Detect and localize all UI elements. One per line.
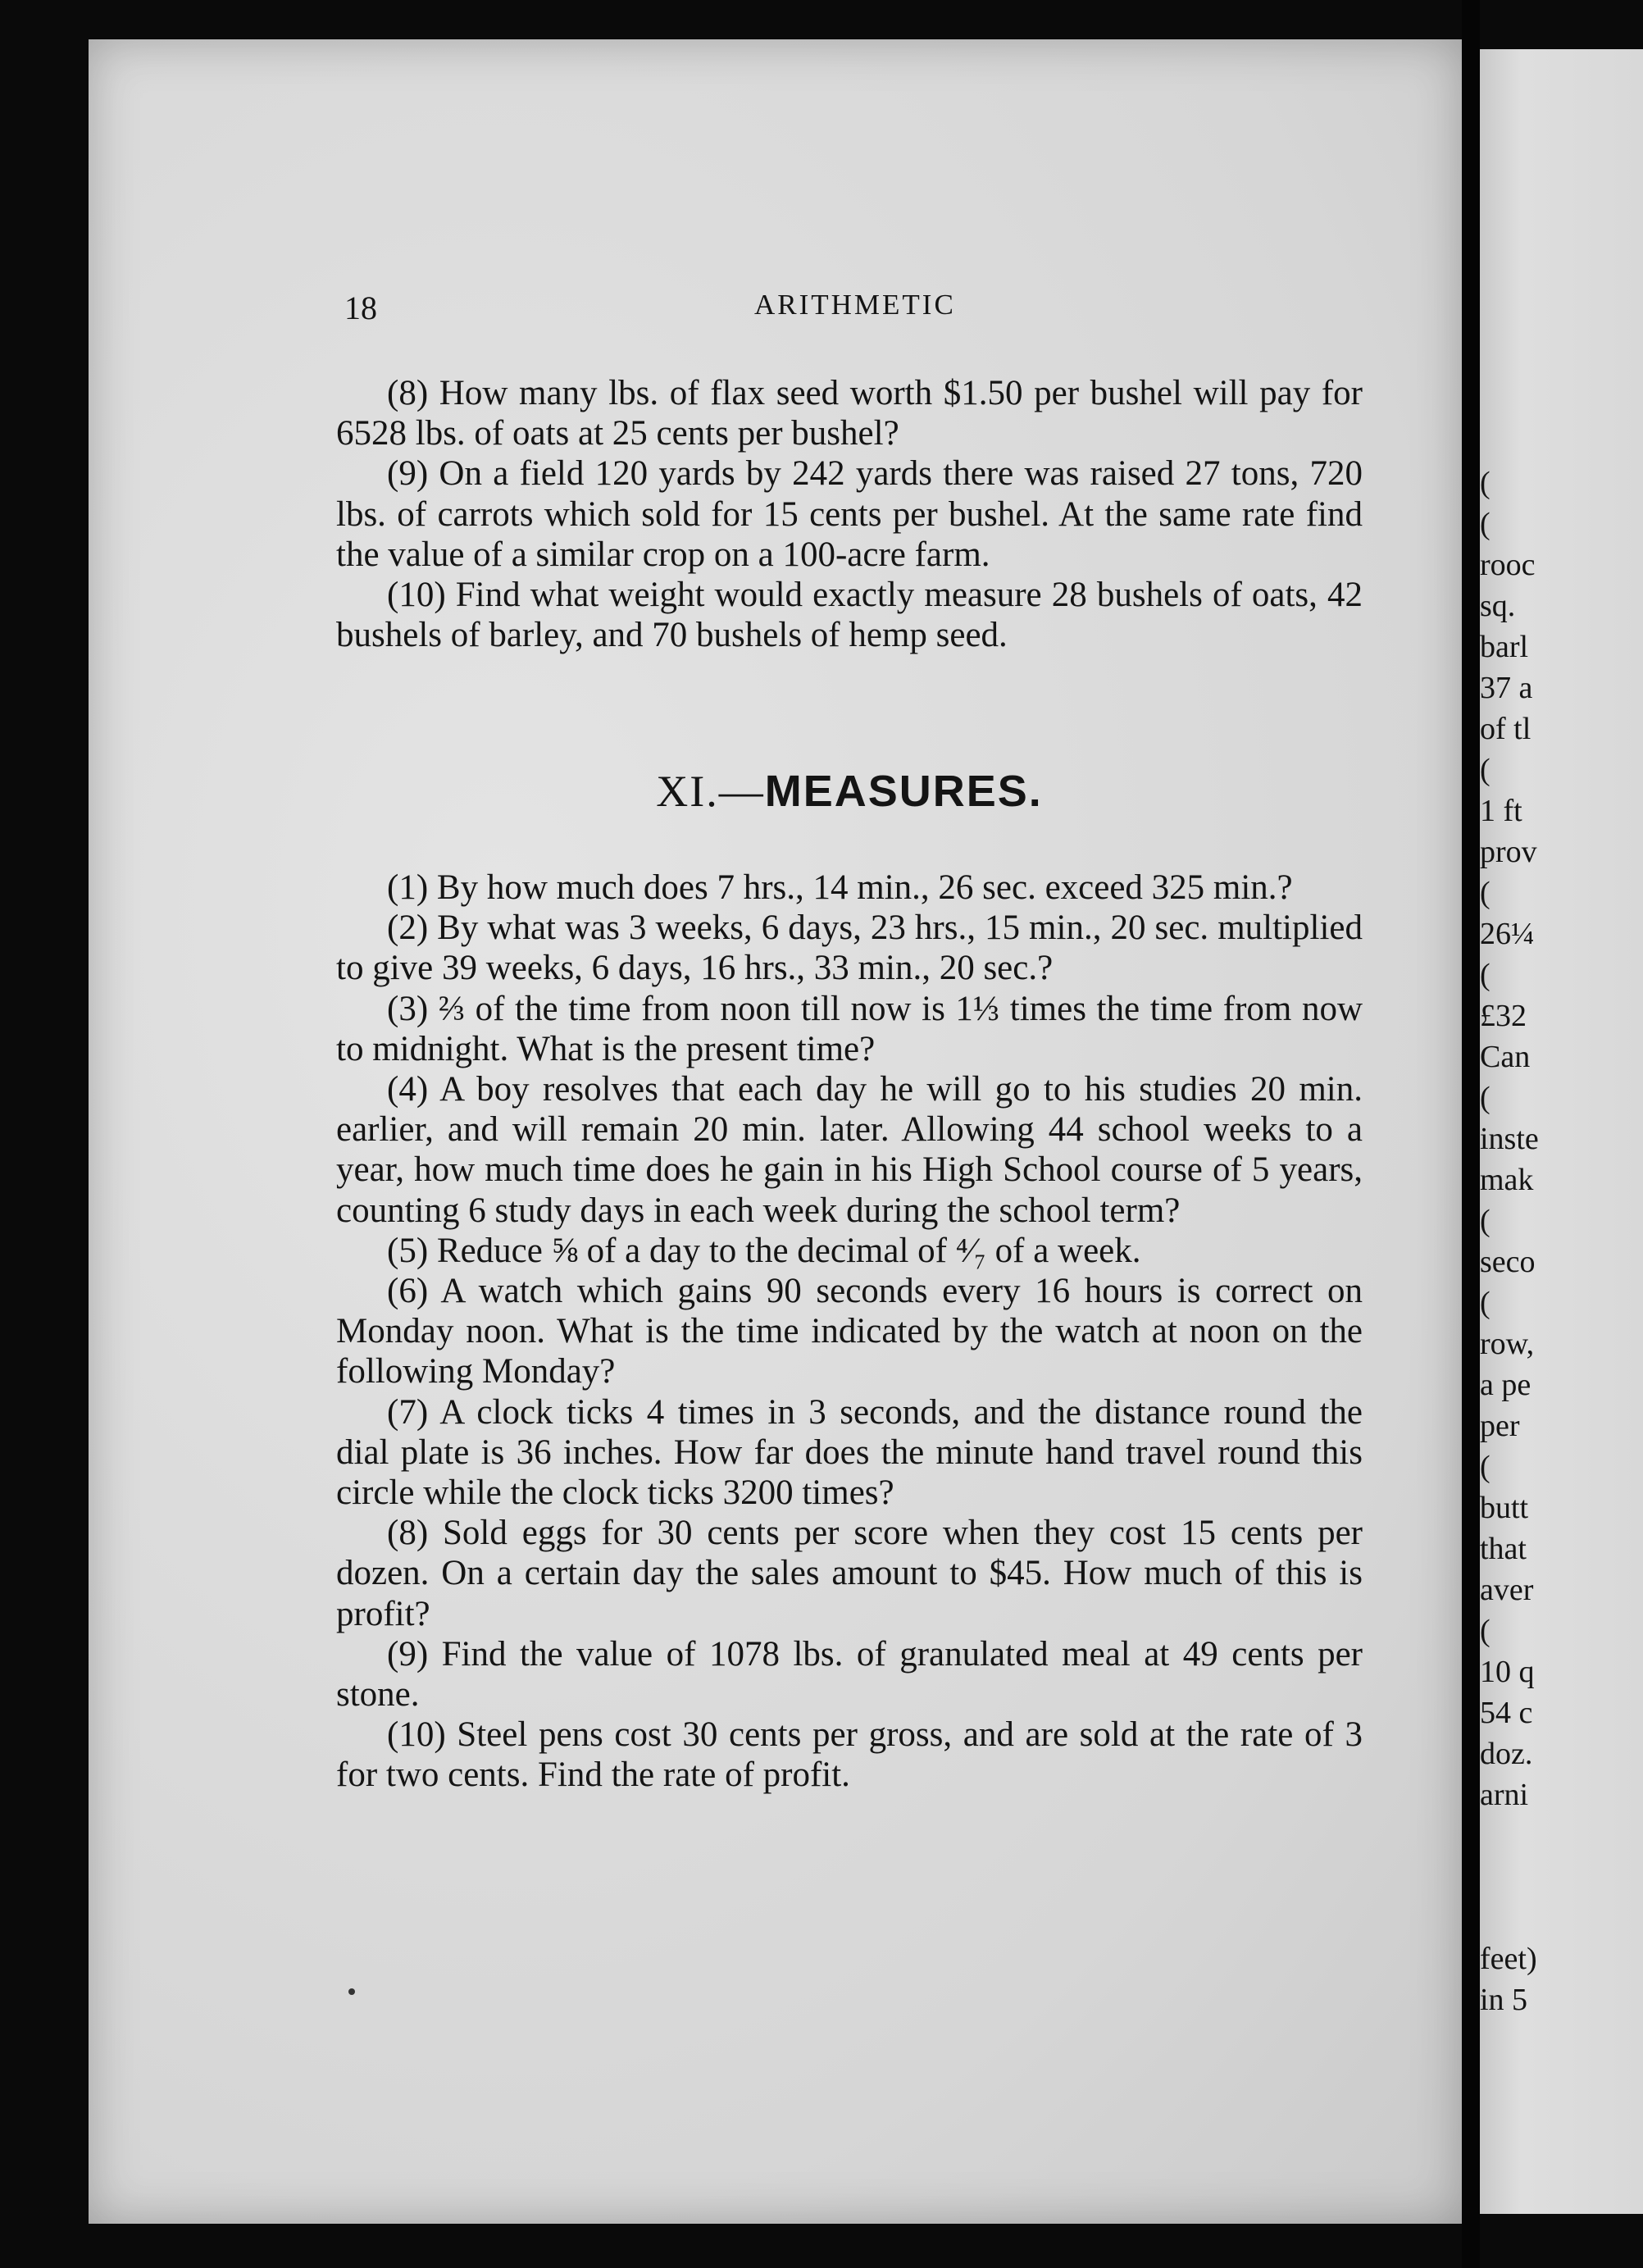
facing-fragment: seco [1480,1245,1536,1279]
problem-10-weights: (10) Find what weight would exactly measure 28 bushels of oats, 42 bushels of barley, and 70 bushels of hemp seed. [336,576,1363,655]
facing-fragment: doz. [1480,1737,1533,1771]
facing-fragment: a pe [1480,1368,1531,1402]
facing-fragment: ( [1480,507,1491,541]
facing-fragment: per [1480,1409,1520,1443]
facing-fragment: ( [1480,1450,1491,1484]
facing-fragment: butt [1480,1491,1529,1525]
top-problem-list [336,373,1363,655]
ink-speck [348,1988,355,1995]
facing-fragment: rooc [1480,548,1536,582]
facing-fragment: barl [1480,630,1529,664]
facing-fragment: 54 c [1480,1696,1533,1730]
facing-fragment: ( [1480,876,1491,910]
facing-fragment: 26¼ [1480,917,1535,951]
measures-problem-10: (10) Steel pens cost 30 cents per gross, and are sold at the rate of 3 for two cents. Find the rate of profit. [336,1715,1363,1795]
facing-fragment: inste [1480,1122,1539,1156]
facing-fragment: 10 q [1480,1655,1535,1689]
measures-problem-6: (6) A watch which gains 90 seconds every 16 hours is correct on Monday noon. What is the time indicated by the watch at noon on the following Monday? [336,1272,1363,1391]
measures-problem-9: (9) Find the value of 1078 lbs. of granulated meal at 49 cents per stone. [336,1634,1363,1715]
facing-fragment: 37 a [1480,671,1533,705]
facing-fragment: £32 [1480,999,1527,1033]
problem-9-carrots: (9) On a field 120 yards by 242 yards there was raised 27 tons, 720 lbs. of carrots which sold for 15 cents per bushel. At the same rate find the value of a similar crop on a 100-acre farm. [336,454,1363,574]
page-number: 18 [344,289,377,326]
facing-fragment: ( [1480,1081,1491,1115]
problem-8-flax: (8) How many lbs. of flax seed worth $1.50 per bushel will pay for 6528 lbs. of oats at 25 cents per bushel? [336,374,1363,453]
section-name: MEASURES. [764,767,1043,816]
measures-problem-list [336,868,1363,1796]
section-title [336,767,1363,816]
book-gutter [1462,0,1480,2268]
facing-fragment: of tl [1480,712,1531,746]
measures-problem-4: (4) A boy resolves that each day he will go to his studies 20 min. earlier, and will remain 20 min. later. Allowing 44 school weeks to a year, how much time does he gain in his High School course of 5 years, counting 6 study days in each week during the school term? [336,1070,1363,1230]
measures-problem-5: (5) Reduce ⅝ of a day to the decimal of ⁴⁄₇ of a week. [387,1231,1141,1270]
facing-fragment: ( [1480,466,1491,500]
facing-fragment: aver [1480,1573,1534,1607]
facing-fragment: arni [1480,1778,1529,1812]
facing-fragment: 1 ft [1480,794,1522,828]
facing-fragment: feet) [1480,1942,1537,1976]
facing-fragment: sq. [1480,589,1516,623]
facing-fragment: ( [1480,1286,1491,1320]
facing-fragment: that [1480,1532,1527,1566]
measures-problem-8: (8) Sold eggs for 30 cents per score when they cost 15 cents per dozen. On a certain day the sales amount to $45. How much of this is profit? [336,1514,1363,1633]
facing-fragment: ( [1480,958,1491,992]
facing-fragment: ( [1480,753,1491,787]
facing-fragment: in 5 [1480,1983,1528,2017]
measures-problem-1: (1) By how much does 7 hrs., 14 min., 26 sec. exceed 325 min.? [387,868,1293,907]
facing-fragment: prov [1480,835,1537,869]
facing-page-edge [1480,49,1643,2214]
running-title: ARITHMETIC [754,289,956,321]
facing-fragment: Can [1480,1040,1531,1074]
measures-problem-3: (3) ⅔ of the time from noon till now is 1⅓ times the time from now to midnight. What is the present time? [336,989,1363,1068]
facing-fragment: ( [1480,1204,1491,1238]
facing-fragment: row, [1480,1327,1535,1361]
section-numeral: XI.— [656,767,765,816]
facing-fragment: ( [1480,1614,1491,1648]
facing-fragment: mak [1480,1163,1534,1197]
measures-problem-7: (7) A clock ticks 4 times in 3 seconds, and the distance round the dial plate is 36 inches. How far does the minute hand travel round this circle while the clock ticks 3200 times? [336,1392,1363,1513]
measures-problem-2: (2) By what was 3 weeks, 6 days, 23 hrs., 15 min., 20 sec. multiplied to give 39 weeks, 6 days, 16 hrs., 33 min., 20 sec.? [336,909,1363,988]
